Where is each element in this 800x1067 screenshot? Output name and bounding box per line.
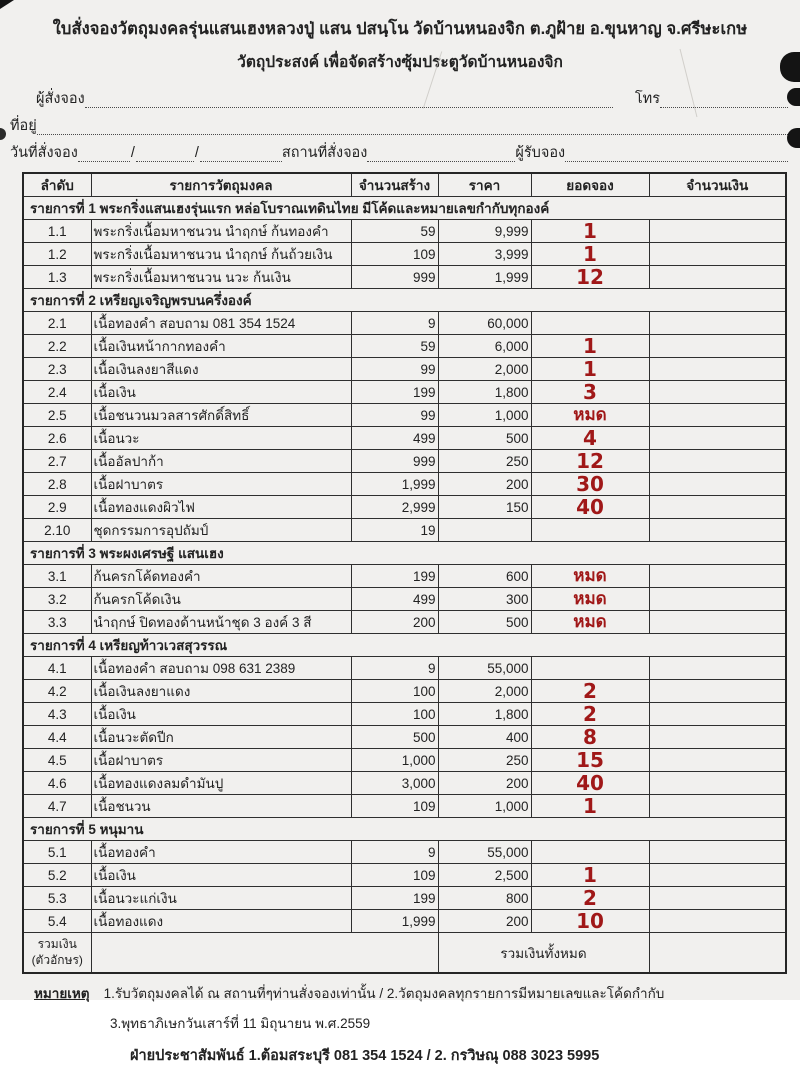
cell-no: 2.10	[23, 519, 91, 542]
cell-booked	[531, 657, 649, 680]
cell-no: 5.1	[23, 841, 91, 864]
cell-item: เนื้อทองคำ สอบถาม 098 631 2389	[91, 657, 351, 680]
cell-amount	[649, 611, 786, 634]
cell-qty: 9	[351, 657, 438, 680]
address-label: ที่อยู่	[10, 118, 37, 135]
cell-price: 200	[438, 473, 531, 496]
col-header-item: รายการวัตถุมงคล	[91, 173, 351, 197]
table-row	[23, 864, 786, 887]
cell-booked: 1	[531, 864, 649, 887]
cell-no: 2.8	[23, 473, 91, 496]
date-year-field	[200, 146, 282, 162]
receiver-label: ผู้รับจอง	[515, 145, 566, 162]
cell-booked: 2	[531, 680, 649, 703]
cell-qty: 2,999	[351, 496, 438, 519]
cell-qty: 109	[351, 795, 438, 818]
col-header-booked: ยอดจอง	[531, 173, 649, 197]
cell-item: เนื้อนวะตัดปีก	[91, 726, 351, 749]
cell-amount	[649, 680, 786, 703]
cell-item: เนื้อทองแดงลมดำมันปู	[91, 772, 351, 795]
section-title: รายการที่ 3 พระผงเศรษฐี แสนเฮง	[23, 542, 786, 565]
cell-price: 200	[438, 772, 531, 795]
cell-no: 1.3	[23, 266, 91, 289]
cell-qty: 100	[351, 703, 438, 726]
table-row	[23, 381, 786, 404]
col-header-amount: จำนวนเงิน	[649, 173, 786, 197]
cell-booked: หมด	[531, 588, 649, 611]
cell-qty: 100	[351, 680, 438, 703]
cell-no: 4.2	[23, 680, 91, 703]
cell-qty: 59	[351, 220, 438, 243]
cell-price: 55,000	[438, 841, 531, 864]
cell-item: เนื้อทองแดง	[91, 910, 351, 933]
cell-price: 500	[438, 427, 531, 450]
cell-qty: 199	[351, 887, 438, 910]
cell-item: พระกริ่งเนื้อมหาชนวน นวะ ก้นเงิน	[91, 266, 351, 289]
cell-amount	[649, 795, 786, 818]
receiver-field	[565, 146, 788, 162]
table-row	[23, 910, 786, 933]
scan-artifact	[787, 88, 800, 106]
cell-booked: 3	[531, 381, 649, 404]
cell-no: 4.6	[23, 772, 91, 795]
note-text-1: 1.รับวัตถุมงคลได้ ณ สถานที่ๆท่านสั่งจองเท่านั้น / 2.วัตถุมงคลทุกรายการมีหมายเลขและโค้ดกำกับ	[103, 985, 665, 1001]
cell-price: 1,800	[438, 381, 531, 404]
section-title: รายการที่ 4 เหรียญท้าวเวสสุวรรณ	[23, 634, 786, 657]
cell-price: 300	[438, 588, 531, 611]
cell-item: เนื้อทองแดงผิวไฟ	[91, 496, 351, 519]
table-row	[23, 220, 786, 243]
cell-item: เนื้อเงิน	[91, 703, 351, 726]
cell-item: เนื้ออัลปาก้า	[91, 450, 351, 473]
cell-no: 2.5	[23, 404, 91, 427]
table-row	[23, 703, 786, 726]
cell-qty: 500	[351, 726, 438, 749]
total-label-line2: (ตัวอักษร)	[31, 952, 83, 967]
grand-total-label: รวมเงินทั้งหมด	[438, 933, 649, 973]
cell-amount	[649, 358, 786, 381]
cell-no: 4.1	[23, 657, 91, 680]
cell-price	[438, 519, 531, 542]
cell-amount	[649, 588, 786, 611]
cell-amount	[649, 726, 786, 749]
cell-item: เนื้อเงิน	[91, 381, 351, 404]
scan-artifact	[780, 52, 800, 82]
section-title: รายการที่ 2 เหรียญเจริญพรบนครึ่งองค์	[23, 289, 786, 312]
cell-amount	[649, 887, 786, 910]
table-row	[23, 243, 786, 266]
cell-qty: 59	[351, 335, 438, 358]
orderer-line	[10, 90, 788, 108]
cell-qty: 9	[351, 841, 438, 864]
section-header-row	[23, 289, 786, 312]
date-slash: /	[130, 145, 135, 162]
cell-booked: 4	[531, 427, 649, 450]
table-row	[23, 450, 786, 473]
cell-no: 1.1	[23, 220, 91, 243]
cell-booked: 40	[531, 772, 649, 795]
cell-amount	[649, 220, 786, 243]
cell-qty: 1,000	[351, 749, 438, 772]
cell-amount	[649, 243, 786, 266]
cell-amount	[649, 703, 786, 726]
section-title: รายการที่ 5 หนุมาน	[23, 818, 786, 841]
cell-amount	[649, 473, 786, 496]
cell-amount	[649, 335, 786, 358]
cell-qty: 99	[351, 358, 438, 381]
cell-item: ก้นครกโค้ดทองคำ	[91, 565, 351, 588]
note-line-3: ฝ่ายประชาสัมพันธ์ 1.ต้อมสระบุรี 081 354 1524 / 2. กรวิษณุ 088 3023 5995	[130, 1047, 600, 1064]
cell-amount	[649, 381, 786, 404]
cell-item: ชุดกรรมการอุปถัมป์	[91, 519, 351, 542]
address-field	[37, 119, 788, 135]
cell-qty: 109	[351, 864, 438, 887]
table-row	[23, 266, 786, 289]
cell-amount	[649, 519, 786, 542]
grand-total-field	[649, 933, 786, 973]
cell-qty: 200	[351, 611, 438, 634]
cell-item: เนื้อทองคำ สอบถาม 081 354 1524	[91, 312, 351, 335]
cell-booked	[531, 841, 649, 864]
cell-qty: 499	[351, 588, 438, 611]
cell-booked: 10	[531, 910, 649, 933]
cell-price: 9,999	[438, 220, 531, 243]
cell-item: เนื้อฝาบาตร	[91, 749, 351, 772]
cell-booked: 1	[531, 795, 649, 818]
cell-no: 3.1	[23, 565, 91, 588]
cell-booked: หมด	[531, 404, 649, 427]
cell-qty: 99	[351, 404, 438, 427]
table-row	[23, 887, 786, 910]
cell-item: เนื้อนวะ	[91, 427, 351, 450]
cell-no: 2.9	[23, 496, 91, 519]
table-row	[23, 473, 786, 496]
cell-booked: 1	[531, 335, 649, 358]
table-row	[23, 588, 786, 611]
notes-label: หมายเหตุ	[34, 985, 90, 1001]
cell-price: 150	[438, 496, 531, 519]
table-row	[23, 726, 786, 749]
table-row	[23, 680, 786, 703]
cell-booked: 40	[531, 496, 649, 519]
cell-no: 1.2	[23, 243, 91, 266]
order-table-body	[23, 197, 786, 933]
cell-price: 2,500	[438, 864, 531, 887]
cell-booked: 15	[531, 749, 649, 772]
table-row	[23, 749, 786, 772]
cell-price: 250	[438, 450, 531, 473]
cell-qty: 999	[351, 450, 438, 473]
cell-qty: 499	[351, 427, 438, 450]
total-label-line1: รวมเงิน	[37, 937, 77, 952]
col-header-price: ราคา	[438, 173, 531, 197]
cell-booked: 2	[531, 703, 649, 726]
col-header-no: ลำดับ	[23, 173, 91, 197]
section-header-row	[23, 818, 786, 841]
orderer-label: ผู้สั่งจอง	[36, 91, 85, 107]
phone-field	[660, 92, 788, 108]
section-header-row	[23, 542, 786, 565]
table-row	[23, 312, 786, 335]
cell-amount	[649, 427, 786, 450]
scan-artifact	[787, 128, 800, 148]
cell-booked: 12	[531, 266, 649, 289]
cell-amount	[649, 496, 786, 519]
cell-item: เนื้อเงินหน้ากากทองคำ	[91, 335, 351, 358]
cell-amount	[649, 450, 786, 473]
cell-item: เนื้อนวะแก่เงิน	[91, 887, 351, 910]
page-title: ใบสั่งจองวัตถุมงคลรุ่นแสนเฮงหลวงปู่ แสน ปสนฺโน วัดบ้านหนองจิก ต.ภูฝ้าย อ.ขุนหาญ จ.ศรีษะเกษ	[52, 20, 748, 38]
cell-amount	[649, 864, 786, 887]
table-row	[23, 772, 786, 795]
cell-no: 4.4	[23, 726, 91, 749]
cell-booked: 30	[531, 473, 649, 496]
cell-price: 1,999	[438, 266, 531, 289]
cell-no: 2.7	[23, 450, 91, 473]
table-row	[23, 427, 786, 450]
cell-item: เนื้อทองคำ	[91, 841, 351, 864]
cell-price: 3,999	[438, 243, 531, 266]
date-day-field	[78, 146, 130, 162]
order-place-label: สถานที่สั่งจอง	[281, 145, 368, 162]
cell-price: 600	[438, 565, 531, 588]
cell-booked: 1	[531, 243, 649, 266]
cell-item: เนื้อชนวนมวลสารศักดิ์สิทธิ์	[91, 404, 351, 427]
cell-amount	[649, 266, 786, 289]
table-row	[23, 795, 786, 818]
order-place-field	[367, 146, 515, 162]
cell-price: 2,000	[438, 680, 531, 703]
date-slash: /	[194, 145, 199, 162]
table-row	[23, 496, 786, 519]
total-in-words-label	[23, 933, 91, 973]
cell-qty: 199	[351, 381, 438, 404]
cell-booked: 1	[531, 358, 649, 381]
note-line-2: 3.พุทธาภิเษกวันเสาร์ที่ 11 มิถุนายน พ.ศ.2559	[110, 1015, 371, 1031]
cell-item: พระกริ่งเนื้อมหาชนวน นำฤกษ์ ก้นทองคำ	[91, 220, 351, 243]
cell-no: 2.1	[23, 312, 91, 335]
cell-qty: 1,999	[351, 910, 438, 933]
cell-price: 800	[438, 887, 531, 910]
table-row	[23, 841, 786, 864]
cell-no: 5.2	[23, 864, 91, 887]
cell-no: 2.4	[23, 381, 91, 404]
cell-booked: หมด	[531, 565, 649, 588]
cell-no: 2.6	[23, 427, 91, 450]
cell-price: 500	[438, 611, 531, 634]
cell-price: 400	[438, 726, 531, 749]
phone-label: โทร	[634, 91, 660, 107]
table-row	[23, 404, 786, 427]
cell-amount	[649, 657, 786, 680]
orderer-info-section	[10, 90, 788, 162]
col-header-qty: จำนวนสร้าง	[351, 173, 438, 197]
cell-no: 2.2	[23, 335, 91, 358]
cell-item: นำฤกษ์ ปิดทองด้านหน้าชุด 3 องค์ 3 สี	[91, 611, 351, 634]
cell-booked: หมด	[531, 611, 649, 634]
cell-price: 6,000	[438, 335, 531, 358]
cell-item: เนื้อฝาบาตร	[91, 473, 351, 496]
note-line-1	[34, 982, 788, 1004]
cell-booked	[531, 312, 649, 335]
cell-no: 3.2	[23, 588, 91, 611]
cell-qty: 199	[351, 565, 438, 588]
cell-amount	[649, 910, 786, 933]
cell-price: 250	[438, 749, 531, 772]
table-row	[23, 335, 786, 358]
cell-price: 1,000	[438, 404, 531, 427]
cell-booked: 8	[531, 726, 649, 749]
cell-item: พระกริ่งเนื้อมหาชนวน นำฤกษ์ ก้นถ้วยเงิน	[91, 243, 351, 266]
table-row	[23, 657, 786, 680]
notes-section	[34, 982, 788, 1067]
cell-item: เนื้อชนวน	[91, 795, 351, 818]
cell-no: 4.5	[23, 749, 91, 772]
cell-amount	[649, 565, 786, 588]
cell-price: 200	[438, 910, 531, 933]
section-header-row	[23, 197, 786, 220]
cell-price: 1,000	[438, 795, 531, 818]
table-row	[23, 358, 786, 381]
cell-price: 60,000	[438, 312, 531, 335]
order-table	[22, 172, 787, 974]
date-month-field	[136, 146, 194, 162]
order-date-label: วันที่สั่งจอง	[10, 145, 78, 162]
cell-item: เนื้อเงิน	[91, 864, 351, 887]
cell-amount	[649, 841, 786, 864]
form-header	[0, 0, 800, 74]
cell-no: 5.3	[23, 887, 91, 910]
cell-qty: 999	[351, 266, 438, 289]
cell-price: 1,800	[438, 703, 531, 726]
total-in-words-field	[91, 933, 438, 973]
cell-booked: 2	[531, 887, 649, 910]
cell-item: ก้นครกโค้ดเงิน	[91, 588, 351, 611]
cell-amount	[649, 749, 786, 772]
address-line	[10, 117, 788, 135]
cell-no: 2.3	[23, 358, 91, 381]
cell-no: 5.4	[23, 910, 91, 933]
cell-no: 4.3	[23, 703, 91, 726]
scan-artifact	[0, 128, 6, 140]
cell-qty: 3,000	[351, 772, 438, 795]
cell-qty: 9	[351, 312, 438, 335]
cell-amount	[649, 404, 786, 427]
cell-item: เนื้อเงินลงยาสีแดง	[91, 358, 351, 381]
table-row	[23, 519, 786, 542]
cell-booked: 1	[531, 220, 649, 243]
section-title: รายการที่ 1 พระกริ่งแสนเฮงรุ่นแรก หล่อโบราณเทดินไทย มีโค้ดและหมายเลขกำกับทุกองค์	[23, 197, 786, 220]
cell-item: เนื้อเงินลงยาแดง	[91, 680, 351, 703]
cell-booked: 12	[531, 450, 649, 473]
cell-qty: 19	[351, 519, 438, 542]
orderer-field	[85, 92, 613, 108]
cell-qty: 1,999	[351, 473, 438, 496]
page-subtitle: วัตถุประสงค์ เพื่อจัดสร้างซุ้มประตูวัดบ้านหนองจิก	[237, 54, 563, 71]
section-header-row	[23, 634, 786, 657]
summary-row	[23, 933, 786, 973]
cell-no: 4.7	[23, 795, 91, 818]
cell-amount	[649, 312, 786, 335]
cell-amount	[649, 772, 786, 795]
table-row	[23, 565, 786, 588]
date-place-line	[10, 144, 788, 162]
cell-no: 3.3	[23, 611, 91, 634]
cell-price: 55,000	[438, 657, 531, 680]
cell-price: 2,000	[438, 358, 531, 381]
table-header-row	[23, 173, 786, 197]
cell-booked	[531, 519, 649, 542]
cell-qty: 109	[351, 243, 438, 266]
table-row	[23, 611, 786, 634]
